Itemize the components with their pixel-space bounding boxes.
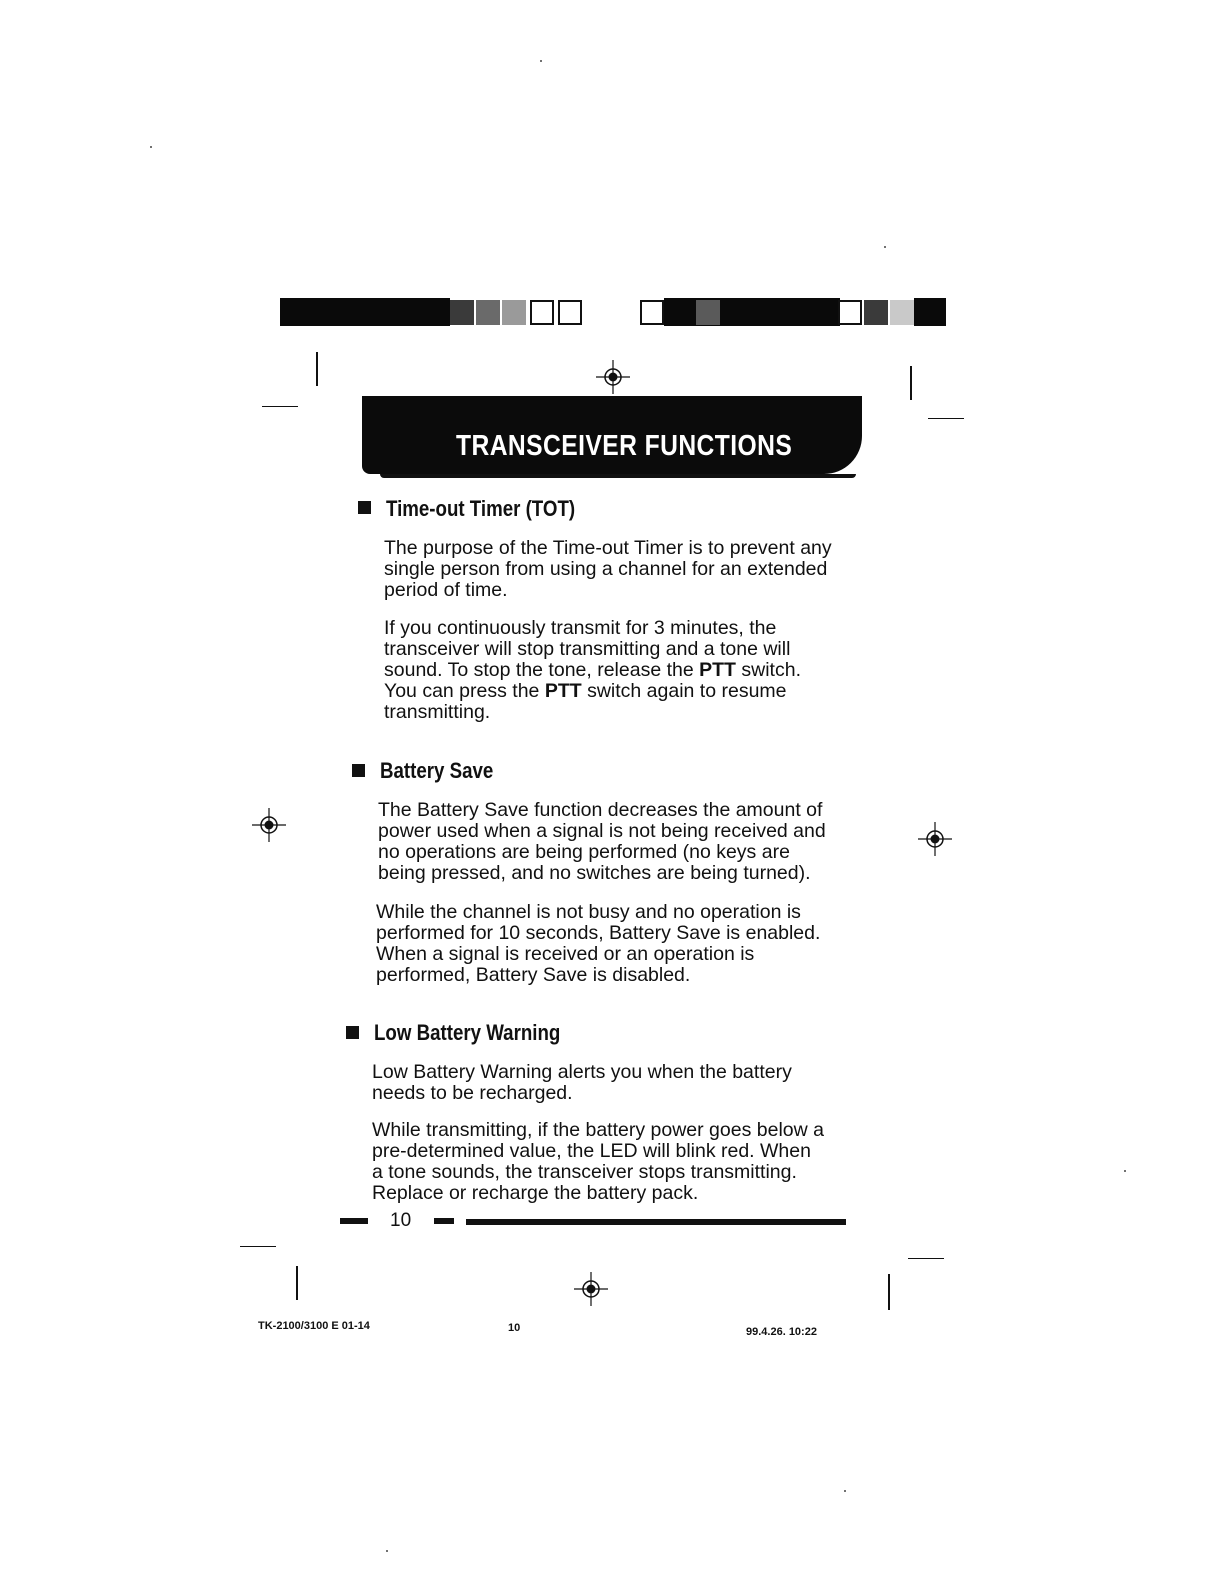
crop-mark (910, 366, 912, 400)
paragraph: The purpose of the Time-out Timer is to prevent any single person from using a channel for an extended period of time. (384, 537, 832, 601)
scan-speck (884, 246, 886, 248)
color-patch (502, 300, 526, 325)
paragraph: While transmitting, if the battery power goes below a pre-determined value, the LED will blink red. When a tone sounds, the transceiver stops transmitting. Replace or recharge the battery pack. (372, 1119, 824, 1204)
crop-mark (908, 1258, 944, 1259)
page-number-marker (340, 1218, 368, 1224)
page-number-marker (434, 1218, 454, 1224)
section-heading: Battery Save (380, 758, 494, 783)
ptt-key-label: PTT (544, 680, 582, 702)
scan-speck (150, 146, 152, 148)
color-patch (864, 300, 888, 325)
scan-speck (844, 1490, 846, 1492)
color-patch (450, 300, 474, 325)
color-patch (558, 300, 582, 325)
ptt-key-label: PTT (699, 659, 736, 681)
color-patch (838, 300, 862, 325)
top-registration-bar-right (664, 298, 840, 326)
footer-file-id: TK-2100/3100 E 01-14 (258, 1320, 370, 1332)
footer-page: 10 (508, 1322, 521, 1334)
paragraph: The Battery Save function decreases the amount of power used when a signal is not being received and no operations are being performed (no keys are being pressed, and no switches are being turned). (378, 799, 826, 884)
crop-mark (262, 406, 298, 407)
paragraph: While the channel is not busy and no operation is performed for 10 seconds, Battery Save is enabled. When a signal is received or an operation is performed, Battery Save is disabled. (376, 901, 821, 986)
paragraph: If you continuously transmit for 3 minutes, the transceiver will stop transmitting and a tone will sound. To stop the tone, release the PTT switch. You can press the PTT switch again to resume transmitting. (384, 617, 801, 723)
section-bullet-icon (358, 501, 371, 514)
top-registration-bar-end (914, 298, 946, 326)
scan-speck (540, 60, 542, 62)
footer-timestamp: 99.4.26. 10:22 (746, 1326, 817, 1338)
page-number: 10 (390, 1210, 412, 1231)
color-patch (696, 300, 720, 325)
registration-target-icon (596, 360, 630, 394)
crop-mark (928, 418, 964, 419)
color-patch (530, 300, 554, 325)
section-bullet-icon (352, 764, 365, 777)
banner-underline (380, 474, 856, 478)
top-registration-bar-left (280, 298, 450, 326)
color-patch (890, 300, 914, 325)
section-heading: Time-out Timer (TOT) (386, 496, 576, 521)
crop-mark (240, 1246, 276, 1247)
scan-speck (1124, 1170, 1126, 1172)
page-rule (466, 1219, 846, 1225)
registration-target-icon (252, 808, 286, 842)
registration-target-icon (918, 822, 952, 856)
crop-mark (888, 1274, 890, 1310)
section-bullet-icon (346, 1026, 359, 1039)
page-title: TRANSCEIVER FUNCTIONS (456, 430, 793, 462)
color-patch (640, 300, 664, 325)
section-header-banner (362, 396, 862, 474)
registration-target-icon (574, 1272, 608, 1306)
crop-mark (316, 352, 318, 386)
paragraph: Low Battery Warning alerts you when the battery needs to be recharged. (372, 1061, 792, 1104)
crop-mark (296, 1266, 298, 1300)
scan-speck (386, 1550, 388, 1552)
color-patch (476, 300, 500, 325)
section-heading: Low Battery Warning (374, 1020, 561, 1045)
